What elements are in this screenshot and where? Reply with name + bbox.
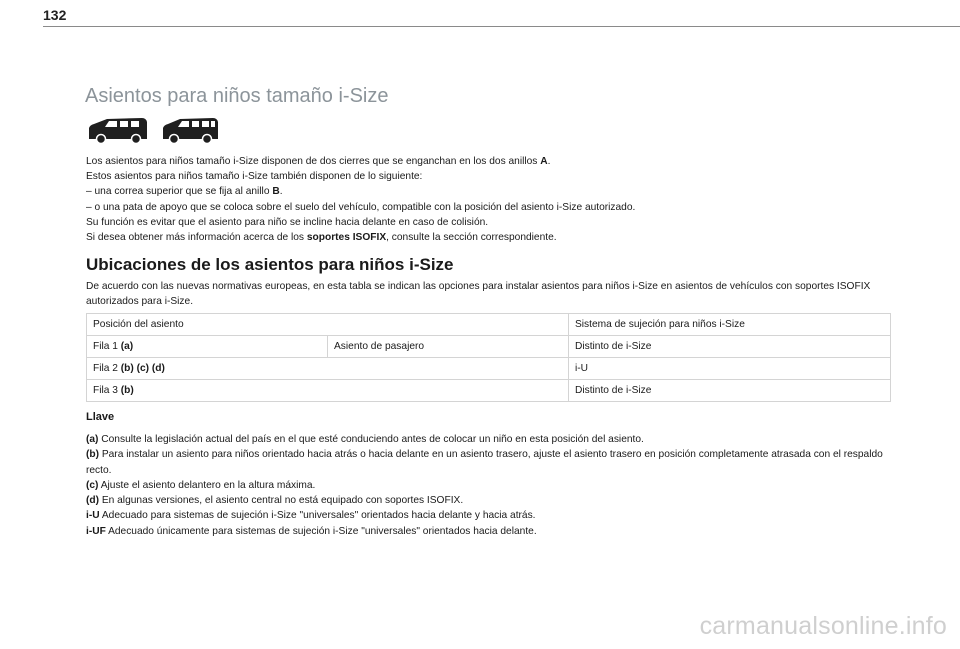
intro-line: Estos asientos para niños tamaño i-Size también disponen de lo siguiente: <box>86 171 423 183</box>
row-label: Fila 3 (b) <box>87 380 569 402</box>
legend-item: (d) En algunas versiones, el asiento central no está equipado con soportes ISOFIX. <box>86 495 464 507</box>
table-row <box>87 358 891 380</box>
legend-title: Llave <box>86 411 115 423</box>
value-cell: Distinto de i-Size <box>569 380 891 402</box>
van-long-icon <box>161 116 219 144</box>
row-label: Fila 1 (a) <box>87 336 328 358</box>
page-number: 132 <box>43 7 67 23</box>
header-system: Sistema de sujeción para niños i-Size <box>569 314 891 336</box>
legend-item: (a) Consulte la legislación actual del país en el que esté conduciendo antes de colocar un niño en esta posición del asiento. <box>86 434 644 445</box>
value-cell: i-U <box>569 358 891 380</box>
legend-item: i-UF Adecuado únicamente para sistemas de sujeción i-Size "universales" orientados hacia delante. <box>86 525 537 537</box>
header-rule <box>43 26 960 27</box>
value-cell: Distinto de i-Size <box>569 336 891 358</box>
section-heading: Ubicaciones de los asientos para niños i-Size <box>86 255 454 274</box>
legend-item: i-U Adecuado para sistemas de sujeción i-Size "universales" orientados hacia delante y hacia atrás. <box>86 510 536 522</box>
seat-table <box>86 313 891 402</box>
header-position: Posición del asiento <box>87 314 569 336</box>
intro-line: – o una pata de apoyo que se coloca sobre el suelo del vehículo, compatible con la posición del asiento i-Size autorizado. <box>86 201 636 213</box>
table-row <box>87 336 891 358</box>
table-row <box>87 380 891 402</box>
section-paragraph: De acuerdo con las nuevas normativas europeas, en esta tabla se indican las opciones para instalar asientos para niños i-Size en asientos de vehículos con soportes ISOFIX autorizados para i-Size. <box>86 281 871 308</box>
legend-item: (c) Ajuste el asiento delantero en la altura máxima. <box>86 479 316 491</box>
legend-item: (b) Para instalar un asiento para niños orientado hacia atrás o hacia delante en un asiento trasero, ajuste el asiento trasero en posición completamente atrasada con el respaldo recto. <box>86 449 883 476</box>
intro-line: – una correa superior que se fija al anillo B. <box>86 186 283 198</box>
page-title: Asientos para niños tamaño i-Size <box>85 85 389 107</box>
intro-text <box>86 154 926 245</box>
van-short-icon <box>87 116 149 144</box>
watermark: carmanualsonline.info <box>699 612 947 640</box>
vehicle-icons <box>87 116 219 144</box>
seat-cell: Asiento de pasajero <box>328 336 569 358</box>
intro-line: Si desea obtener más información acerca de los soportes ISOFIX, consulte la sección correspondiente. <box>86 232 557 244</box>
table-header-row <box>87 314 891 336</box>
legend <box>86 432 886 539</box>
intro-line: Los asientos para niños tamaño i-Size disponen de dos cierres que se enganchan en los dos anillos A. <box>86 156 551 167</box>
intro-line: Su función es evitar que el asiento para niño se incline hacia delante en caso de colisión. <box>86 216 489 228</box>
row-label: Fila 2 (b) (c) (d) <box>87 358 569 380</box>
